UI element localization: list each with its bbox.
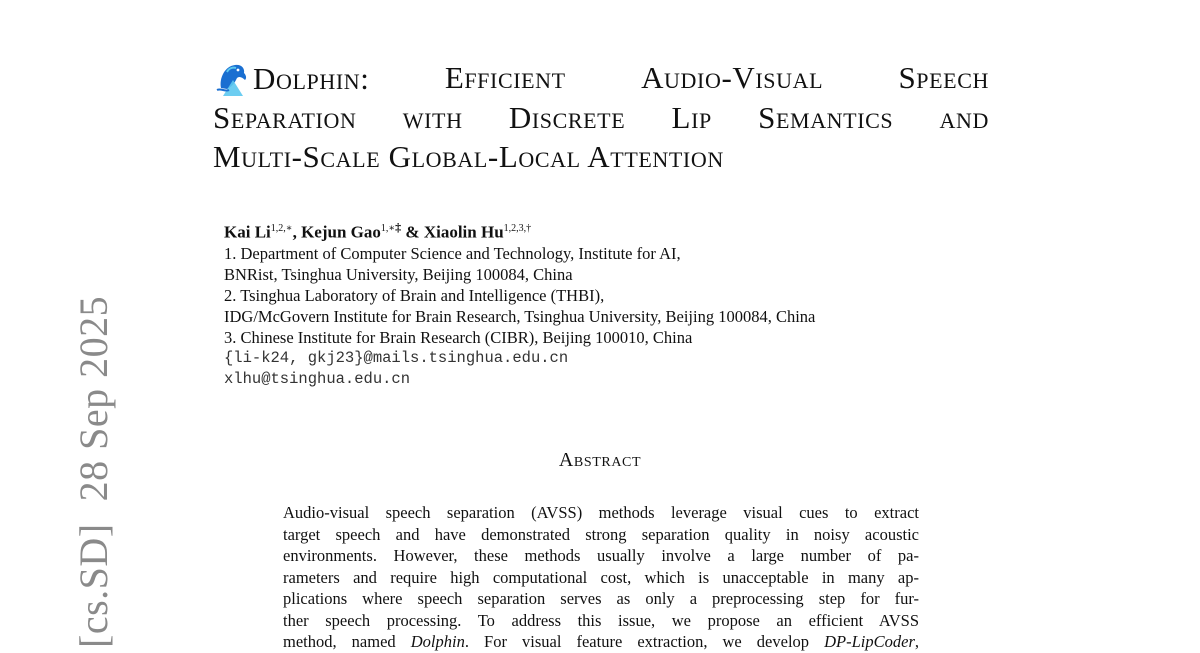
method-name-dolphin: Dolphin bbox=[410, 632, 465, 651]
arxiv-category: [cs.SD] bbox=[71, 523, 116, 648]
title-line-2-text: Separation with Discrete Lip Semantics and bbox=[213, 100, 989, 135]
abstract-body bbox=[283, 502, 919, 653]
abstract-line: rameters and require high computational cost, which is unacceptable in many ap- bbox=[283, 567, 919, 587]
author-2-affil: 1,∗ bbox=[380, 223, 396, 234]
abstract-text: , bbox=[914, 632, 919, 651]
abstract-line: target speech and have demonstrated strong separation quality in noisy acoustic bbox=[283, 524, 919, 544]
title-line-2 bbox=[213, 98, 989, 137]
email-line[interactable]: xlhu@tsinghua.edu.cn bbox=[224, 369, 411, 388]
title-line-3-text: Multi-Scale Global-Local Attention bbox=[213, 139, 724, 174]
abstract-text: . For visual feature extraction, we develop bbox=[464, 632, 825, 651]
author-3-affil: 1,2,3,† bbox=[503, 223, 532, 234]
author-2: , Kejun Gao bbox=[292, 222, 381, 242]
title-word-speech: Speech bbox=[898, 60, 989, 95]
arxiv-stamp bbox=[28, 295, 116, 648]
abstract-line: plications where speech separation serves as only a preprocessing step for fur- bbox=[283, 589, 919, 608]
title-line-3 bbox=[213, 137, 989, 176]
affiliation-line: 1. Department of Computer Science and Technology, Institute for AI, bbox=[224, 243, 681, 263]
arxiv-date: 28 Sep 2025 bbox=[71, 295, 116, 502]
abstract-line: ther speech processing. To address this issue, we propose an efficient AVSS bbox=[283, 610, 919, 630]
affiliation-line: IDG/McGovern Institute for Brain Research, Tsinghua University, Beijing 100084, China bbox=[224, 306, 816, 326]
author-3: & Xiaolin Hu bbox=[401, 222, 504, 242]
email-line[interactable]: {li-k24, gkj23}@mails.tsinghua.edu.cn bbox=[224, 348, 569, 367]
title-word-dolphin: Dolphin: bbox=[253, 61, 370, 96]
abstract-line: environments. However, these methods usually involve a large number of pa- bbox=[283, 546, 919, 565]
dolphin-logo-icon bbox=[213, 58, 253, 98]
abstract-line: Audio-visual speech separation (AVSS) methods leverage visual cues to extract bbox=[283, 503, 919, 522]
abstract-line-7 bbox=[283, 631, 919, 653]
title-word-audio-visual: Audio-Visual bbox=[641, 60, 824, 95]
affiliation-line: 3. Chinese Institute for Brain Research (CIBR), Beijing 100010, China bbox=[224, 327, 693, 347]
author-2-mark: ‡ bbox=[395, 220, 402, 234]
abstract-text: method, named bbox=[283, 632, 411, 651]
affiliation-line: 2. Tsinghua Laboratory of Brain and Intelligence (THBI), bbox=[224, 285, 605, 305]
title-word-efficient: Efficient bbox=[444, 60, 566, 95]
author-1: Kai Li bbox=[224, 222, 271, 242]
author-block bbox=[224, 217, 815, 390]
abstract-heading: Abstract bbox=[558, 449, 642, 471]
affiliation-line: BNRist, Tsinghua University, Beijing 100084, China bbox=[224, 264, 573, 284]
author-1-affil: 1,2,∗ bbox=[270, 223, 293, 234]
paper-title bbox=[213, 58, 989, 176]
author-names bbox=[224, 217, 815, 243]
method-name-dp-lipcoder: DP-LipCoder bbox=[824, 632, 915, 651]
title-line-1 bbox=[213, 58, 989, 98]
